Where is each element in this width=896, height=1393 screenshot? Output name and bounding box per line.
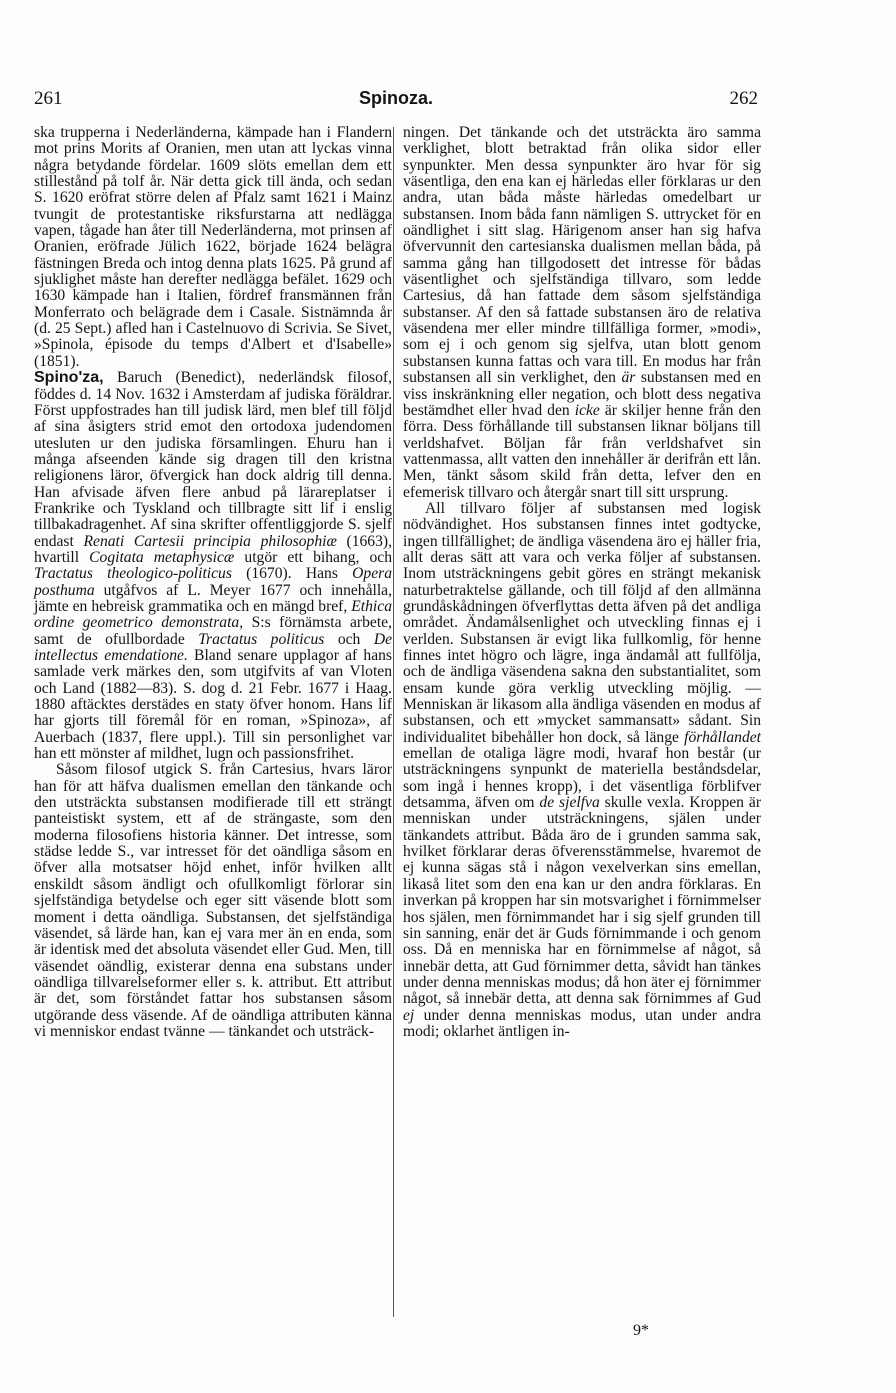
- right-column: [403, 125, 761, 1040]
- paragraph-attributes: ningen. Det tänkande och det utsträckta äro samma verklighet, blott betraktad från olika sidor eller synpunkter. Men dessa synpunkter äro hvar för sig väsentliga, den ena kan ej härledas eller förklaras ur den andra, utan båda måste härledas omedelbart ur substansen. Inom båda fann nämligen S. uttrycket för en oändlighet i sitt slag. Härigenom anser han sig hafva öfvervunnit den cartesianska dualismen mellan båda, på samma gång han tillgodosett det intresse för bådas väsentlighet och sjelfständiga tillvaro, som ledde Cartesius, då han fattade dem såsom sjelfständiga substanser. Af den så fattade substansen äro de relativa väsendena mer eller mindre tillfälliga former, »modi», som ej i och genom sig sjelfva, utan blott genom substansen kunna fattas och vara till. En modus har från substansen all sin verklighet, den är substansen med en viss inskränkning eller negation, och blott dess negativa bestämdhet eller hvad den icke är skiljer henne från den förra. Dess förhållande till substansen liknar böljans till verldshafvet. Böljan får från verldshafvet sin vattenmassa, allt vatten den innehåller är derifrån ett lån. Men, tänkt såsom skild från detta, lefver den en efemerisk tillvaro och återgår snart till sitt ursprung.: [403, 124, 762, 501]
- paragraph-spinoza-entry: Spino'za, Baruch (Benedict), nederländsk filosof, föddes d. 14 Nov. 1632 i Amsterdam af judiska föräldrar. Först uppfostrades han till judisk lärd, men blef till följd af sina åsigters strid emot den ortodoxa judendomen utesluten ur den judiska församlingen. Ehuru han i många afseenden kände sig dragen till den kristna religionens läror, öfvergick han dock aldrig till denna. Han afvisade äfven flere anbud på lärareplatser i Frankrike och Tyskland och tillbragte sitt lif i enslig tillbakadragenhet. Af sina skrifter offentliggjorde S. sjelf endast Renati Cartesii principia philosophiæ (1663), hvartill Cogitata metaphysicæ utgör ett bihang, och Tractatus theologico-politicus (1670). Hans Opera posthuma utgåfvos af L. Meyer 1677 och innehålla, jämte en hebreisk grammatika och en mängd bref, Ethica ordine geometrico demonstrata, S:s förnämsta arbete, samt de ofullbordade Tractatus politicus och De intellectus emendatione. Bland senare upplagor af hans samlade verk märkes den, som utgifvits af van Vloten och Land (1882—83). S. dog d. 21 Febr. 1677 i Haag. 1880 aftäcktes derstädes en staty öfver honom. Hans lif har gjorts till föremål för en roman, »Spinoza», af Auerbach (1837, flere uppl.). Till sin personlighet var han ett mönster af mildhet, lugn och passionsfrihet.: [34, 369, 393, 763]
- work-title: De intellectus emendatione.: [34, 630, 392, 664]
- page-number-left: 261: [34, 88, 63, 109]
- work-title: Tractatus politicus: [198, 630, 325, 648]
- work-title: Renati Cartesii principia philosophiæ: [83, 532, 337, 550]
- work-title: Tractatus theologico-politicus: [34, 565, 232, 583]
- work-title: Cogitata metaphysicæ: [89, 548, 235, 566]
- page-number-right: 262: [729, 88, 758, 109]
- left-column: [34, 125, 392, 1040]
- work-title: Opera posthuma: [34, 565, 392, 599]
- work-title: Ethica ordine geometrico demonstrata,: [34, 597, 392, 632]
- page-header: [34, 88, 758, 114]
- column-divider: [393, 127, 394, 1317]
- running-title: Spinoza.: [358, 88, 433, 108]
- paragraph-philosophy: Såsom filosof utgick S. från Cartesius, hvars läror han för att häfva dualismen emellan den tänkande och den utsträckta substansen modifierade till ett strängt panteistiskt system, ett af de strängaste, som den moderna filosofiens historia känner. Det intresse, som städse ledde S., var intresset för det oändliga såsom en öfver alla motsatser höjd enhet, inför hvilken allt enskildt såsom ändligt och ofullkomligt förlorar sin sjelfständiga betydelse och eger sitt väsende blott som moment i detta oändliga. Substansen, det sjelfständiga väsendet, så lärde han, kan ej vara mer än en enda, som är identisk med det absoluta väsendet eller Gud. Men, till väsendet oändlig, existerar denna ena substans under oändliga tillvarelseformer eller s. k. attribut. Ett attribut är det, som förståndet fattar hos substansen såsom utgörande dess väsende. Af de oändliga attributen känna vi menniskor endast tvänne — tänkandet och utsträck-: [34, 761, 392, 1040]
- paragraph-necessity: All tillvaro följer af substansen med logisk nödvändighet. Hos substansen finnes intet godtycke, ingen tillfällighet; de ändliga väsendena äro ej häller fria, allt deras sätt att vara och verka följer af substansen. Inom utsträckningens gebit göres en strängt mekanisk naturbetraktelse gällande, och till följd af den allmänna grundåskådningen öfverflyttas detta äfven på det andliga området. Ändamålsenlighet och utveckling finnas ej i verlden. Substansen är evigt lika fullkomlig, för henne finnes intet högro och lägre, inga ändamål att fullfölja, och de ändliga väsendena sakna den substantialitet, som ensam kunde göra verklig utveckling möjlig. — Menniskan är likasom alla ändliga väsenden en modus af substansen, och ett »mycket sammansatt» sådant. Sin individualitet bibehåller hon dock, så länge förhållandet emellan de otaliga lägre modi, hvaraf hon består (ur utsträckningens synpunkt de materiella beståndsdelar, som ingå i hennes kropp), i det väsentliga förblifver detsamma, äfven om de sjelfva skulle vexla. Kroppen är menniskan under utsträckningens, själen under tänkandets attribut. Båda äro de i grunden samma sak, hvilket förklarar deras öfverensstämmelse, hvaremot de ej kunna sägas stå i någon vexelverkan sins emellan, likaså litet som den ena kan ur den andra förklaras. En inverkan på kroppen har sin motsvarighet i förnimmelser hos själen, men förnimmandet har i sig sjelf grunden till sin sanning, enär det är Guds förnimmande i och genom oss. Då en menniska har en förnimmelse af något, så innebär detta, att Gud förnimmer detta, såvidt han tänkes under denna menniskas modus; då hon äter ej förnimmer något, så innebär detta, att denna sak förnimmes af Gud ej under denna menniskas modus, utan under andra modi; oklarhet äntligen in-: [403, 499, 762, 1040]
- printer-signature: 9*: [633, 1322, 649, 1339]
- paragraph-spinola-end: ska trupperna i Nederländerna, kämpade han i Flandern mot prins Morits af Oranien, men utan att lyckas vinna några betydande fördelar. 1609 slöts emellan dem ett stillestånd på tolf år. När detta gick till ända, och sedan S. 1620 eröfrat större delen af Pfalz samt 1621 i Mainz tvungit de protestantiske riksfurstarna att nedlägga vapen, tågade han åter till Nederländerna, mot prinsen af Oranien, eröfrade Jülich 1622, började 1624 belägra fästningen Breda och intog denna plats 1625. På grund af sjuklighet måste han derefter nedlägga befälet. 1629 och 1630 kämpade han i Italien, fördref fransmännen från Monferrato och belägrade dem i Casale. Sistnämnda år (d. 25 Sept.) afled han i Castelnuovo di Scrivia. Se Sivet, »Spinola, épisode du temps d'Albert et d'Isabelle» (1851).: [34, 124, 392, 370]
- headword-spinoza: Spino'za,: [34, 369, 104, 387]
